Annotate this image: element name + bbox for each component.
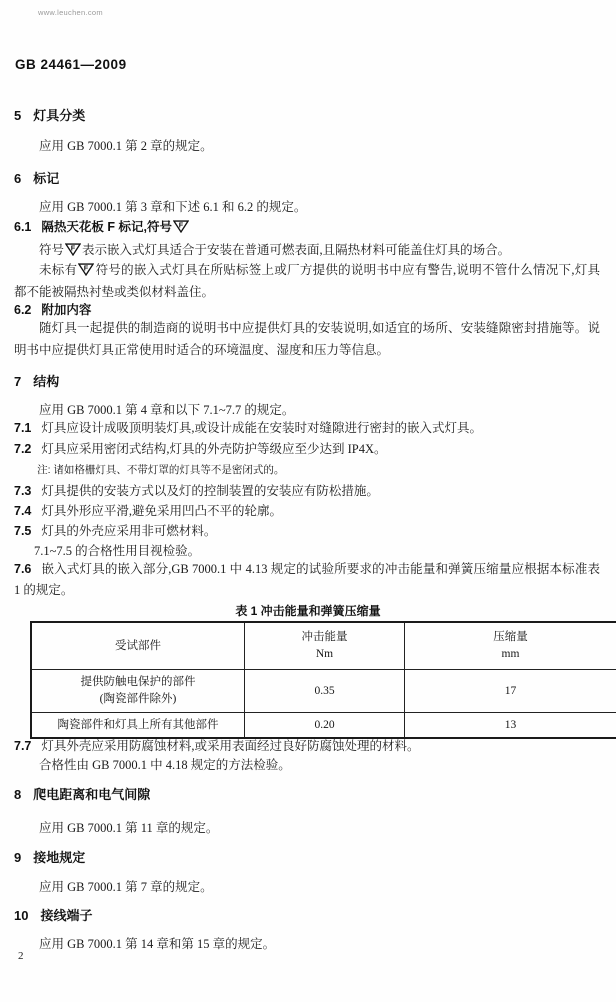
table-row [31,713,616,739]
paragraph: 随灯具一起提供的制造商的说明书中应提供灯具的安装说明,如适宜的场所、安装缝隙密封措施等。说明书中应提供灯具正常使用时适合的环境温度、湿度和压力等信息。 [14,321,600,357]
heading-clause-5 [14,105,600,124]
clause-number: 10 [14,908,29,923]
paragraph: 未标有 F 符号的嵌入式灯具在所贴标签上或厂方提供的说明书中应有警告,说明不管什么情况下,灯具都不能被隔热衬垫或类似材料盖住。 [14,263,600,299]
header-compression: 压缩量 mm [405,622,616,670]
clause-number: 5 [14,108,22,123]
clause-number: 6.1 [14,220,32,234]
clause-number: 9 [14,850,22,865]
page-number: 2 [18,950,24,962]
clause-title: 爬电距离和电气间隙 [33,787,151,802]
paragraph: 合格性由 GB 7000.1 中 4.18 规定的方法检验。 [39,758,291,772]
clause-title: 隔热天花板 F 标记,符号 [41,220,172,234]
heading-clause-6-1 [14,217,600,235]
heading-clause-6 [14,168,600,187]
heading-clause-9 [14,847,600,866]
heading-clause-8 [14,784,600,803]
clause-number: 6.2 [14,303,32,317]
clause-title: 灯具分类 [33,108,86,123]
clause-title: 接线端子 [40,908,93,923]
clause-title: 接地规定 [33,850,86,865]
header-impact-energy: 冲击能量 Nm [245,622,405,670]
paragraph: 应用 GB 7000.1 第 14 章和第 15 章的规定。 [39,937,276,951]
heading-clause-7 [14,371,600,390]
cell-energy: 0.20 [245,713,405,739]
svg-text:F: F [70,243,76,253]
clause-7-6: 7.6 嵌入式灯具的嵌入部分,GB 7000.1 中 4.13 规定的试验所要求的冲击能量和弹簧压缩量应根据本标准表 1 的规定。 [14,562,600,597]
clause-number: 7 [14,374,22,389]
clause-7-4: 7.4 灯具外形应平滑,避免采用凹凸不平的轮廓。 [14,504,283,518]
clause-number: 8 [14,787,22,802]
site-watermark: www.leuchen.com [38,8,103,17]
header-part: 受试部件 [31,622,245,670]
paragraph: 应用 GB 7000.1 第 2 章的规定。 [39,139,213,153]
cell-compression: 17 [405,670,616,713]
clause-7-3: 7.3 灯具提供的安装方式以及灯的控制装置的安装应有防松措施。 [14,484,379,498]
clause-title: 标记 [33,171,60,186]
clause-7-7: 7.7 灯具外壳应采用防腐蚀材料,或采用表面经过良好防腐蚀处理的材料。 [14,739,420,753]
heading-clause-10 [14,905,600,924]
svg-text:F: F [84,263,89,273]
heading-clause-6-2 [14,300,600,318]
f-mark-icon [65,243,81,256]
paragraph: 7.1~7.5 的合格性用目视检验。 [34,544,201,558]
clause-title: 结构 [33,374,60,389]
f-mark-icon [173,220,189,233]
paragraph: 应用 GB 7000.1 第 7 章的规定。 [39,880,213,894]
cell-part: 陶瓷部件和灯具上所有其他部件 [31,713,245,739]
cell-part: 提供防触电保护的部件 (陶瓷部件除外) [31,670,245,713]
note-7-2: 注: 诸如格栅灯具、不带灯罩的灯具等不是密闭式的。 [37,464,285,476]
f-mark-icon [78,263,94,276]
table-1 [30,621,616,739]
clause-7-5: 7.5 灯具的外壳应采用非可燃材料。 [14,524,217,538]
svg-text:F: F [178,220,184,230]
clause-7-2: 7.2 灯具应采用密闭式结构,灯具的外壳防护等级应至少达到 IP4X。 [14,442,387,456]
standard-number: GB 24461—2009 [15,57,127,72]
clause-7-1: 7.1 灯具应设计成吸顶明装灯具,或设计成能在安装时对缝隙进行密封的嵌入式灯具。 [14,421,483,435]
table-row [31,670,616,713]
table-1-caption: 表 1 冲击能量和弹簧压缩量 [235,604,381,618]
clause-number: 6 [14,171,22,186]
paragraph: 应用 GB 7000.1 第 3 章和下述 6.1 和 6.2 的规定。 [39,200,307,214]
paragraph: 应用 GB 7000.1 第 11 章的规定。 [39,821,219,835]
paragraph: 应用 GB 7000.1 第 4 章和以下 7.1~7.7 的规定。 [39,403,295,417]
cell-compression: 13 [405,713,616,739]
table-header-row [31,622,616,670]
paragraph: 符号 F 表示嵌入式灯具适合于安装在普通可燃表面,且隔热材料可能盖住灯具的场合。 [39,243,511,257]
cell-energy: 0.35 [245,670,405,713]
clause-title: 附加内容 [41,303,92,317]
